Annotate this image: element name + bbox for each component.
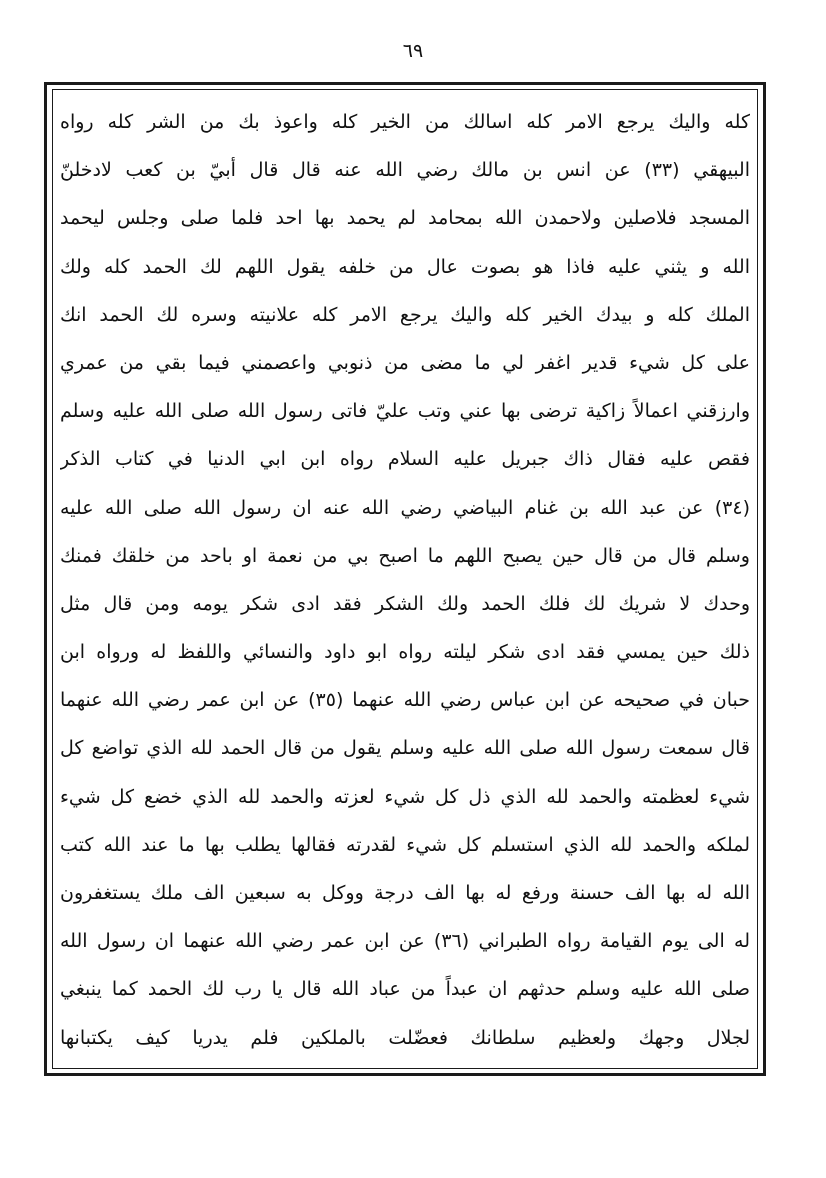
text-line: (٣٤) عن عبد الله بن غنام البياضي رضي الله عنه ان رسول الله صلى الله عليه	[60, 496, 750, 519]
text-line: قال سمعت رسول الله صلى الله عليه وسلم يقول من قال الحمد لله الذي تواضع كل	[60, 737, 750, 760]
text-line: له الى يوم القيامة رواه الطبراني (٣٦) عن ابن عمر رضي الله عنهما ان رسول الله	[60, 930, 750, 953]
text-line: لملكه والحمد لله الذي استسلم كل شيء لقدرته فقالها يطلب بها ما عند الله كتب	[60, 833, 750, 856]
text-line: وارزقني اعمالاً زاكية ترضى بها عني وتب عليّ فاتى رسول الله صلى الله عليه وسلم	[60, 400, 750, 423]
text-line: شيء لعظمته والحمد لله الذي ذل كل شيء لعزته والحمد لله الذي خضع كل شيء	[60, 785, 750, 808]
text-line: ذلك حين يمسي فقد ادى شكر ليلته رواه ابو داود والنسائي واللفظ له ورواه ابن	[60, 641, 750, 664]
text-line: على كل شيء قدير اغفر لي ما مضى من ذنوبي واعصمني فيما بقي من عمري	[60, 351, 750, 374]
body-text	[60, 98, 750, 1062]
text-line: وحدك لا شريك لك فلك الحمد ولك الشكر فقد ادى شكر يومه ومن قال مثل	[60, 592, 750, 615]
text-line: فقص عليه فقال ذاك جبريل عليه السلام رواه ابن ابي الدنيا في كتاب الذكر	[60, 448, 750, 471]
text-line: المسجد فلاصلين ولاحمدن الله بمحامد لم يحمد بها احد فلما صلى وجلس ليحمد	[60, 207, 750, 230]
text-line: وسلم قال من قال حين يصبح اللهم ما اصبح بي من نعمة او باحد من خلقك فمنك	[60, 544, 750, 567]
page-number: ٦٩	[402, 40, 424, 62]
text-line: لجلال وجهك ولعظيم سلطانك فعضّلت بالملكين فلم يدريا كيف يكتبانها	[60, 1026, 750, 1049]
text-line: الله و يثني عليه فاذا هو بصوت عال من خلفه يقول اللهم لك الحمد كله ولك	[60, 255, 750, 278]
text-line: البيهقي (٣٣) عن انس بن مالك رضي الله عنه قال قال أبيّ بن كعب لادخلنّ	[60, 159, 750, 182]
text-line: الملك كله و بيدك الخير كله واليك يرجع الامر كله علانيته وسره لك الحمد انك	[60, 303, 750, 326]
text-line: كله واليك يرجع الامر كله اسالك من الخير كله واعوذ بك من الشر كله رواه	[60, 111, 750, 133]
text-line: صلى الله عليه وسلم حدثهم ان عبداً من عباد الله قال يا رب لك الحمد كما ينبغي	[60, 978, 750, 1001]
text-line: الله له بها الف حسنة ورفع له بها الف درجة ووكل به سبعين الف ملك يستغفرون	[60, 882, 750, 904]
text-line: حبان في صحيحه عن ابن عباس رضي الله عنهما (٣٥) عن ابن عمر رضي الله عنهما	[60, 689, 750, 712]
